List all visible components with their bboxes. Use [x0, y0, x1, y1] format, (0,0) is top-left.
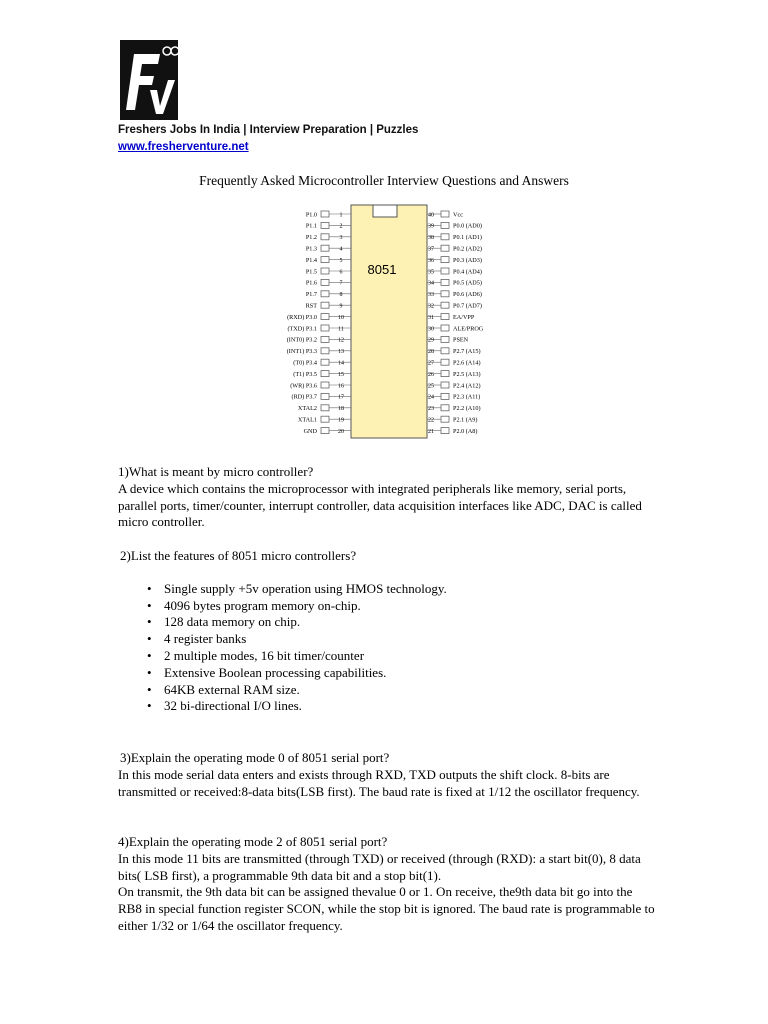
pin-name: P2.0 (A8) — [453, 427, 478, 435]
question-1-block — [118, 464, 658, 531]
pin-box — [441, 245, 449, 251]
pin-box — [321, 348, 329, 354]
list-item: • 32 bi-directional I/O lines. — [164, 698, 658, 715]
pin-name: P0.0 (AD0) — [453, 222, 482, 230]
list-item: • Extensive Boolean processing capabilities. — [164, 665, 658, 682]
pin-box — [441, 211, 449, 217]
pin-number: 14 — [338, 360, 344, 367]
pin-number: 39 — [428, 223, 434, 230]
pin-name: (TXD) P3.1 — [287, 325, 317, 333]
question-2-block — [118, 548, 658, 715]
pin-name: PSEN — [453, 336, 469, 344]
answer-4-part-1: In this mode 11 bits are transmitted (through TXD) or received (through (RXD): a start bit(0), 8 data bits( LSB first), a programmable 9th data bit and a stop bit(1). — [118, 850, 641, 883]
pin-name: P1.2 — [305, 234, 317, 242]
pin-number: 2 — [339, 223, 343, 230]
pin-number: 21 — [428, 428, 434, 435]
site-tagline: Freshers Jobs In India | Interview Preparation | Puzzles — [118, 124, 419, 136]
pin-number: 6 — [339, 269, 343, 276]
pin-number: 11 — [338, 326, 344, 333]
pin-number: 9 — [339, 303, 343, 310]
pin-name: P2.4 (A12) — [453, 382, 481, 390]
pin-number: 32 — [428, 303, 434, 310]
pin-box — [321, 234, 329, 240]
pin-box — [441, 371, 449, 377]
pin-box — [441, 428, 449, 434]
question-1: 1)What is meant by micro controller? — [118, 464, 314, 479]
pin-number: 1 — [339, 212, 343, 219]
pin-box — [321, 393, 329, 399]
pin-name: P2.2 (A10) — [453, 405, 481, 413]
pin-name: P1.3 — [305, 245, 317, 253]
pin-number: 22 — [428, 417, 434, 424]
right-pins — [427, 211, 484, 435]
pin-box — [441, 325, 449, 331]
pin-box — [441, 222, 449, 228]
pin-box — [441, 257, 449, 263]
pin-number: 29 — [428, 337, 434, 344]
list-item: • 4 register banks — [164, 631, 658, 648]
pin-number: 35 — [428, 269, 434, 276]
answer-4-part-2: On transmit, the 9th data bit can be assigned thevalue 0 or 1. On receive, the9th data bit go into the RB8 in special function register SCON, while the stop bit is ignored. The baud rate is programmable to either 1/32 or 1/64 the oscillator frequency. — [118, 884, 655, 933]
pin-name: ALE/PROG — [453, 325, 484, 333]
8051-pinout-diagram — [273, 203, 503, 443]
pin-number: 37 — [428, 246, 434, 253]
pin-number: 23 — [428, 406, 434, 413]
pin-name: P2.6 (A14) — [453, 359, 481, 367]
pin-number: 38 — [428, 235, 434, 242]
pin-name: (RXD) P3.0 — [287, 313, 317, 321]
pin-name: P2.5 (A13) — [453, 370, 481, 378]
pin-name: P2.1 (A9) — [453, 416, 478, 424]
pin-box — [321, 257, 329, 263]
pin-number: 8 — [339, 292, 343, 299]
pin-name: RST — [305, 302, 317, 310]
pin-name: (T1) P3.5 — [293, 370, 317, 378]
question-3: 3)Explain the operating mode 0 of 8051 serial port? — [120, 750, 390, 765]
pin-box — [441, 234, 449, 240]
list-item: • Single supply +5v operation using HMOS technology. — [164, 581, 658, 598]
question-4-block — [118, 834, 658, 935]
pin-name: Vcc — [453, 211, 463, 219]
pin-name: P0.5 (AD5) — [453, 279, 482, 287]
pin-name: P0.6 (AD6) — [453, 291, 482, 299]
pin-number: 15 — [338, 371, 344, 378]
question-3-block — [118, 750, 658, 800]
pin-name: XTAL2 — [297, 405, 317, 413]
pin-name: (INT0) P3.2 — [286, 336, 317, 344]
fresherventure-logo — [120, 40, 178, 120]
pin-box — [321, 325, 329, 331]
pin-number: 40 — [428, 212, 434, 219]
pin-number: 4 — [339, 246, 343, 253]
pin-box — [441, 416, 449, 422]
pin-number: 12 — [338, 337, 344, 344]
pin-name: P0.1 (AD1) — [453, 234, 482, 242]
pin-box — [321, 279, 329, 285]
pin-box — [441, 302, 449, 308]
pin-number: 18 — [338, 406, 344, 413]
pin-box — [321, 382, 329, 388]
pin-box — [321, 359, 329, 365]
pin-name: P1.1 — [305, 222, 317, 230]
pin-name: XTAL1 — [297, 416, 317, 424]
pin-box — [321, 416, 329, 422]
pin-name: P1.6 — [305, 279, 317, 287]
pin-number: 16 — [338, 383, 344, 390]
pin-box — [441, 393, 449, 399]
chip-label: 8051 — [367, 262, 397, 277]
list-item: • 64KB external RAM size. — [164, 682, 658, 699]
pin-name: GND — [303, 427, 317, 435]
pin-number: 31 — [428, 314, 434, 321]
pin-name: (T0) P3.4 — [293, 359, 317, 367]
pin-box — [321, 405, 329, 411]
pin-number: 20 — [338, 428, 344, 435]
pin-name: (INT1) P3.3 — [286, 348, 317, 356]
pin-name: P2.3 (A11) — [453, 393, 481, 401]
pin-name: P1.0 — [305, 211, 317, 219]
pin-box — [441, 268, 449, 274]
pin-number: 13 — [338, 349, 344, 356]
pin-name: P0.7 (AD7) — [453, 302, 482, 310]
pin-number: 27 — [428, 360, 434, 367]
pin-number: 3 — [339, 235, 343, 242]
pin-number: 34 — [428, 280, 434, 287]
pin-number: 36 — [428, 257, 434, 264]
pin-name: P0.4 (AD4) — [453, 268, 482, 276]
pin-box — [441, 279, 449, 285]
pin-name: P0.3 (AD3) — [453, 256, 482, 264]
pin-box — [321, 222, 329, 228]
pin-box — [441, 348, 449, 354]
pin-name: EA/VPP — [453, 313, 475, 321]
pin-number: 28 — [428, 349, 434, 356]
pin-box — [441, 314, 449, 320]
pin-number: 17 — [338, 394, 344, 401]
pin-number: 30 — [428, 326, 434, 333]
pin-box — [321, 371, 329, 377]
pin-box — [321, 314, 329, 320]
pin-number: 24 — [428, 394, 434, 401]
logo-text: FV — [147, 116, 151, 120]
features-list — [118, 581, 658, 715]
pin-box — [441, 405, 449, 411]
pin-name: (RD) P3.7 — [291, 393, 317, 401]
question-2: 2)List the features of 8051 micro controllers? — [120, 548, 357, 563]
answer-1: A device which contains the microprocessor with integrated peripherals like memory, serial ports, parallel ports, timer/counter, interrupt controller, data acquisition interfaces like ADC, DAC is called micro controller. — [118, 480, 642, 530]
document-title: Frequently Asked Microcontroller Interview Questions and Answers — [199, 173, 569, 188]
pin-number: 10 — [338, 314, 344, 321]
pin-number: 19 — [338, 417, 344, 424]
pin-number: 26 — [428, 371, 434, 378]
pin-name: P2.7 (A15) — [453, 348, 481, 356]
pin-name: (WR) P3.6 — [290, 382, 317, 390]
pin-name: P0.2 (AD2) — [453, 245, 482, 253]
answer-3: In this mode serial data enters and exists through RXD, TXD outputs the shift clock. 8-bits are transmitted or received:8-data bits(LSB first). The baud rate is fixed at 1/12 the oscillator frequency. — [118, 766, 640, 799]
pin-name: P1.5 — [305, 268, 317, 276]
pin-box — [321, 211, 329, 217]
pin-box — [441, 359, 449, 365]
pin-name: P1.7 — [305, 291, 317, 299]
pin-number: 33 — [428, 292, 434, 299]
list-item: • 4096 bytes program memory on-chip. — [164, 598, 658, 615]
pin-box — [321, 245, 329, 251]
pin-box — [321, 302, 329, 308]
question-4: 4)Explain the operating mode 2 of 8051 serial port? — [118, 834, 388, 849]
pin-box — [441, 336, 449, 342]
list-item: • 2 multiple modes, 16 bit timer/counter — [164, 648, 658, 665]
pin-box — [321, 268, 329, 274]
pin-box — [321, 291, 329, 297]
pin-number: 25 — [428, 383, 434, 390]
pin-name: P1.4 — [305, 256, 317, 264]
left-pins — [287, 211, 351, 435]
pin-number: 7 — [339, 280, 343, 287]
pin-number: 5 — [339, 257, 343, 264]
pin-box — [441, 291, 449, 297]
website-link[interactable]: www.fresherventure.net — [118, 141, 249, 153]
pin-box — [441, 382, 449, 388]
pin-box — [321, 336, 329, 342]
pin-box — [321, 428, 329, 434]
list-item: • 128 data memory on chip. — [164, 614, 658, 631]
